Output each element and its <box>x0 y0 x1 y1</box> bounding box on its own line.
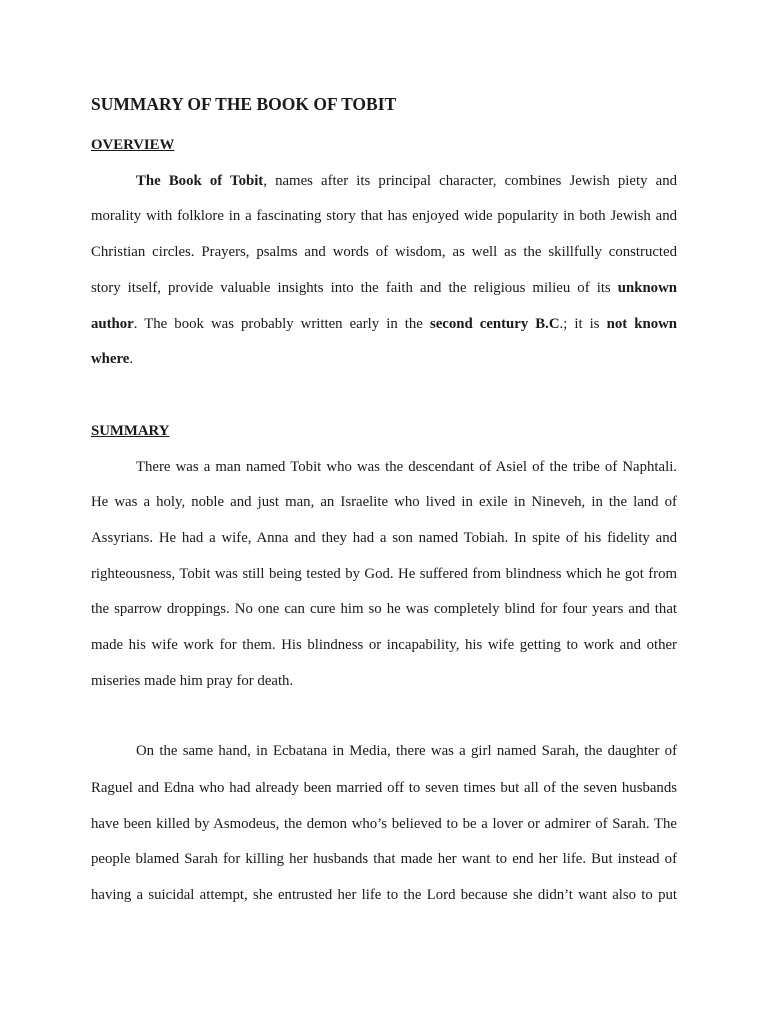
summary-p1-line-4: righteousness, Tobit was still being tested by God. He suffered from blindness which he got from <box>91 566 677 582</box>
summary-p1-line-2: He was a holy, noble and just man, an Israelite who lived in exile in Nineveh, in the land of <box>91 494 677 510</box>
summary-p2-line-3: have been killed by Asmodeus, the demon who’s believed to be a lover or admirer of Sarah. The <box>91 816 677 832</box>
summary-p1-line-3: Assyrians. He had a wife, Anna and they had a son named Tobiah. In spite of his fidelity and <box>91 530 677 546</box>
summary-p1-line-7: miseries made him pray for death. <box>91 673 294 689</box>
overview-line-5: author. The book was probably written early in the second century B.C.; it is not known <box>91 316 678 332</box>
summary-p2-line-4: people blamed Sarah for killing her husbands that made her want to end her life. But instead of <box>91 851 677 867</box>
book-name: The Book of Tobit <box>136 173 264 189</box>
overview-line-2: morality with folklore in a fascinating story that has enjoyed wide popularity in both Jewish and <box>91 208 677 224</box>
summary-p2-line-5: having a suicidal attempt, she entrusted her life to the Lord because she didn’t want also to put <box>91 887 677 903</box>
document-title: SUMMARY OF THE BOOK OF TOBIT <box>91 94 397 114</box>
overview-line-6: where. <box>91 351 134 367</box>
overview-line-3: Christian circles. Prayers, psalms and words of wisdom, as well as the skillfully constructed <box>91 244 677 260</box>
summary-p2-line-1: On the same hand, in Ecbatana in Media, there was a girl named Sarah, the daughter of <box>136 743 677 759</box>
summary-p1-line-1: There was a man named Tobit who was the descendant of Asiel of the tribe of Naphtali. <box>136 459 677 475</box>
overview-line-4: story itself, provide valuable insights into the faith and the religious milieu of its unknown <box>91 280 677 296</box>
summary-p1-line-5: the sparrow droppings. No one can cure him so he was completely blind for four years and that <box>91 601 677 617</box>
overview-heading: OVERVIEW <box>91 137 175 153</box>
overview-line-1: The Book of Tobit, names after its principal character, combines Jewish piety and <box>136 173 677 189</box>
summary-p2-line-2: Raguel and Edna who had already been married off to seven times but all of the seven husbands <box>91 780 677 796</box>
summary-p1-line-6: made his wife work for them. His blindness or incapability, his wife getting to work and other <box>91 637 677 653</box>
summary-heading: SUMMARY <box>91 423 170 439</box>
